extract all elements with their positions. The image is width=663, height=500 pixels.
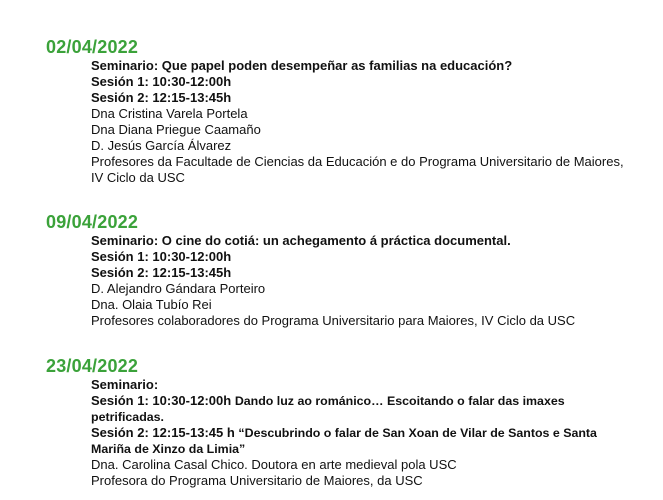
event-date: 09/04/2022 [46, 212, 139, 232]
speaker-name: D. Jesús García Álvarez [91, 138, 232, 153]
event-details [91, 233, 636, 329]
speaker-affiliation: Profesora do Programa Universitario de Maiores, da USC [91, 473, 423, 488]
seminar-title: Seminario: O cine do cotiá: un achegamento á práctica documental. [91, 233, 511, 248]
speaker-name: D. Alejandro Gándara Porteiro [91, 281, 266, 296]
event-date: 02/04/2022 [46, 37, 139, 57]
session-1-time: Sesión 1: 10:30-12:00h [91, 393, 232, 408]
seminar-title: Seminario: Que papel poden desempeñar as familias na educación? [91, 58, 513, 73]
seminar-title: Seminario: [91, 377, 159, 392]
session-1-time: Sesión 1: 10:30-12:00h [91, 74, 232, 89]
session-2 [91, 425, 636, 457]
session-1 [91, 393, 636, 425]
speaker-name: Dna. Carolina Casal Chico. Doutora en arte medieval pola USC [91, 457, 457, 472]
session-2-time: Sesión 2: 12:15-13:45h [91, 265, 232, 280]
speaker-name: Dna Diana Priegue Caamaño [91, 122, 261, 137]
event-details [91, 377, 636, 489]
event-date: 23/04/2022 [46, 356, 139, 376]
session-2-time: Sesión 2: 12:15-13:45 h [91, 425, 235, 440]
event-details [91, 58, 636, 186]
speaker-name: Dna. Olaia Tubío Rei [91, 297, 212, 312]
speaker-name: Dna Cristina Varela Portela [91, 106, 248, 121]
speaker-affiliation: Profesores colaboradores do Programa Universitario para Maiores, IV Ciclo da USC [91, 313, 576, 328]
session-1-time: Sesión 1: 10:30-12:00h [91, 249, 232, 264]
session-2-title: “Descubrindo o falar de San Xoan de Vilar de Santos e Santa Mariña de Xinzo da Limia” [91, 426, 597, 456]
session-1-title: Dando luz ao románico… Escoitando o falar das imaxes petrificadas. [91, 394, 565, 424]
speaker-affiliation: Profesores da Facultade de Ciencias da Educación e do Programa Universitario de Maiores, IV Ciclo da USC [91, 154, 624, 185]
session-2-time: Sesión 2: 12:15-13:45h [91, 90, 232, 105]
